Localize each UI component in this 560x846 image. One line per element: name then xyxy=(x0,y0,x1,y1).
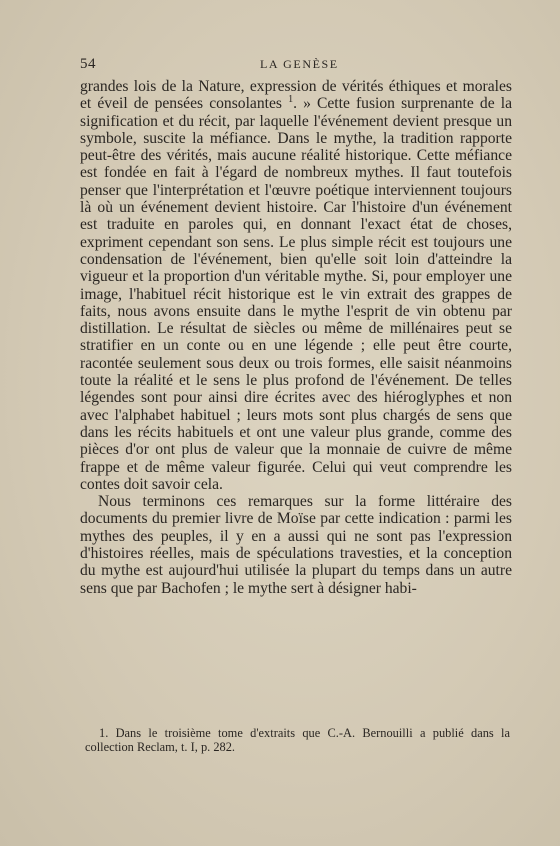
paragraph-1 xyxy=(80,78,512,493)
footnote xyxy=(85,726,510,754)
paragraph-1-rest: . » Cette fusion surprenante de la signification et du récit, par laquelle l'événement devient presque un symbole, suscite la méfiance. Dans le mythe, la tradition rapporte peut-être des vérités, mais aucune réalité historique. Cette méfiance est fondée en fait à l'égard de nombreux mythes. Il faut toutefois penser que l'interprétation et l'œuvre poétique interviennent toujours là où un événement devient histoire. Car l'histoire d'un événement est traduite en paroles qui, en donnant l'exact état de choses, expriment cependant son sens. Le plus simple récit est toujours une condensation de l'événement, bien qu'elle soit loin d'atteindre la vigueur et la proportion d'un véritable mythe. Si, pour employer une image, l'habituel récit historique est le vin extrait des grappes de faits, nous avons ensuite dans le mythe l'esprit de vin obtenu par distillation. Le résultat de siècles ou même de millénaires peut se stratifier en un conte ou en une légende ; elle peut être courte, racontée seulement sous deux ou trois formes, elle saisit néanmoins toute la réalité et le sens le plus profond de l'événement. De telles légendes sont pour ainsi dire écrites avec des hiéroglyphes et non avec l'alphabet habituel ; leurs mots sont plus chargés de sens que dans les récits habituels et ont une valeur plus grande, comme des pièces d'or ont plus de valeur que la monnaie de cuivre de même frappe et de même valeur figurée. Celui qui veut comprendre les contes doit savoir cela. xyxy=(80,95,512,493)
paragraph-2: Nous terminons ces remarques sur la forme littéraire des documents du premier livre de Moïse par cette indication : parmi les mythes des peuples, il y en a aussi qui ne sont pas l'expression d'histoires réelles, mais de spéculations travesties, et la conception du mythe est aujourd'hui utilisée la plupart du temps dans un autre sens que par Bachofen ; le mythe sert à désigner habi- xyxy=(80,493,512,597)
body-text xyxy=(80,78,512,597)
footnote-reference[interactable]: 1 xyxy=(288,94,294,106)
page-number: 54 xyxy=(80,56,96,72)
paragraph-1-start: grandes lois de la Nature, expression de vérités éthiques et morales et éveil de pensées consolantes xyxy=(80,78,512,113)
running-title: LA GENÈSE xyxy=(260,57,339,71)
footnote-text: 1. Dans le troisième tome d'extraits que C.-A. Bernouilli a publié dans la collection Reclam, t. I, p. 282. xyxy=(85,726,510,754)
page-header xyxy=(80,56,512,76)
